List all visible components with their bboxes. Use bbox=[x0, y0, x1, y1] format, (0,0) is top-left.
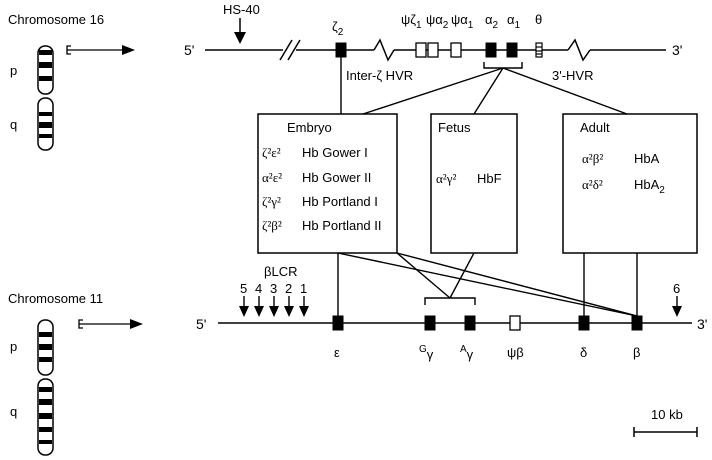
chr16-q-arm-label: q bbox=[10, 117, 18, 132]
theta-label: θ bbox=[535, 12, 543, 27]
psi-alpha1-label: $\psi\alpha_1$ bbox=[451, 12, 474, 31]
embryo-row-3-chains: ζ²β² bbox=[262, 218, 282, 233]
beta-label: β bbox=[633, 345, 641, 360]
chr11-q-arm-label: q bbox=[10, 404, 18, 419]
embryo-row-1-hb: Hb Gower II bbox=[302, 170, 372, 185]
psi-alpha2-label: $\psi\alpha_2$ bbox=[426, 12, 449, 31]
chr11-three-prime: 3' bbox=[697, 316, 708, 332]
psi-beta-label: ψβ bbox=[507, 345, 524, 360]
a-gamma-label: $^A$γ bbox=[460, 344, 474, 362]
hs40-label: HS-40 bbox=[223, 2, 260, 17]
alpha1-label: $\alpha_1$ bbox=[507, 12, 521, 31]
chr11-five-prime: 5' bbox=[196, 316, 207, 332]
gamma-genes-bracket bbox=[425, 298, 475, 305]
adult-title: Adult bbox=[580, 120, 610, 135]
epsilon-label: ε bbox=[334, 345, 340, 360]
embryo-row-0-chains: ζ²ε² bbox=[262, 145, 281, 160]
adult-row-1-chains: α²δ² bbox=[582, 177, 603, 192]
lcr-site-4: 4 bbox=[255, 281, 263, 296]
fetus-row-0-chains: α²γ² bbox=[436, 171, 457, 186]
lcr-site-1: 1 bbox=[300, 281, 308, 296]
chr11-p-arm-label: p bbox=[10, 339, 18, 354]
psi-alpha2-gene-box bbox=[428, 43, 438, 57]
chromosome-16-label: Chromosome 16 bbox=[8, 12, 105, 27]
scale-bar bbox=[634, 427, 697, 437]
blcr-label: βLCR bbox=[264, 264, 298, 279]
three-prime-hvr-label: 3'-HVR bbox=[552, 68, 594, 83]
chr11-bracket-arrow bbox=[79, 319, 143, 329]
alpha2-label: $\alpha_2$ bbox=[485, 12, 499, 31]
theta-gene-box bbox=[536, 43, 542, 57]
adult-row-0-hb: HbA bbox=[634, 151, 660, 166]
alpha-genes-bracket bbox=[484, 62, 522, 68]
adult-row-0-chains: α²β² bbox=[582, 151, 604, 166]
chr16-bracket-arrow bbox=[67, 45, 135, 55]
embryo-row-2-chains: ζ²γ² bbox=[262, 194, 281, 209]
lcr-site-3: 3 bbox=[270, 281, 278, 296]
inter-zeta-hvr-label: Inter-ζ HVR bbox=[346, 68, 414, 83]
chr16-p-arm-label: p bbox=[10, 63, 18, 78]
embryo-row-3-hb: Hb Portland II bbox=[302, 218, 382, 233]
embryo-title: Embryo bbox=[287, 120, 332, 135]
lcr-arrows bbox=[239, 296, 309, 317]
epsilon-gene-box bbox=[333, 316, 343, 330]
fetus-title: Fetus bbox=[438, 120, 471, 135]
psi-beta-gene-box bbox=[510, 316, 520, 330]
chromosome-11-ideogram bbox=[38, 320, 53, 455]
beta-gene-box bbox=[632, 316, 642, 330]
chr11-connector-lines bbox=[338, 253, 637, 316]
g-gamma-gene-box bbox=[425, 316, 435, 330]
adult-row-1-hb: HbA$_2$ bbox=[634, 177, 665, 196]
psi-zeta1-gene-box bbox=[416, 43, 426, 57]
chr16-five-prime: 5' bbox=[184, 42, 195, 58]
psi-zeta1-label: $\psi\zeta_1$ bbox=[401, 12, 422, 31]
chromosome-16-ideogram bbox=[38, 46, 53, 150]
fetus-row-0-hb: HbF bbox=[477, 171, 502, 186]
embryo-row-2-hb: Hb Portland I bbox=[302, 194, 378, 209]
lcr-site-labels bbox=[240, 281, 307, 296]
embryo-row-0-hb: Hb Gower I bbox=[302, 145, 368, 160]
a-gamma-gene-box bbox=[465, 316, 475, 330]
delta-label: δ bbox=[580, 345, 588, 360]
scale-bar-label: 10 kb bbox=[651, 407, 683, 422]
psi-alpha1-gene-box bbox=[451, 43, 461, 57]
delta-gene-box bbox=[579, 316, 589, 330]
alpha1-gene-box bbox=[507, 43, 517, 57]
zeta2-gene-box bbox=[336, 43, 346, 57]
zeta2-label: $\zeta_2$ bbox=[332, 19, 344, 38]
chr16-three-prime: 3' bbox=[672, 42, 683, 58]
lcr-site-5: 5 bbox=[240, 281, 248, 296]
lcr-site-2: 2 bbox=[285, 281, 293, 296]
alpha2-gene-box bbox=[486, 43, 496, 57]
g-gamma-label: $^G$γ bbox=[419, 344, 434, 362]
chromosome-11-label: Chromosome 11 bbox=[8, 291, 104, 306]
hs40-arrow bbox=[234, 18, 246, 44]
site-6-arrow bbox=[672, 296, 682, 317]
embryo-row-1-chains: α²ε² bbox=[262, 170, 283, 185]
site-6-label: 6 bbox=[673, 281, 681, 296]
